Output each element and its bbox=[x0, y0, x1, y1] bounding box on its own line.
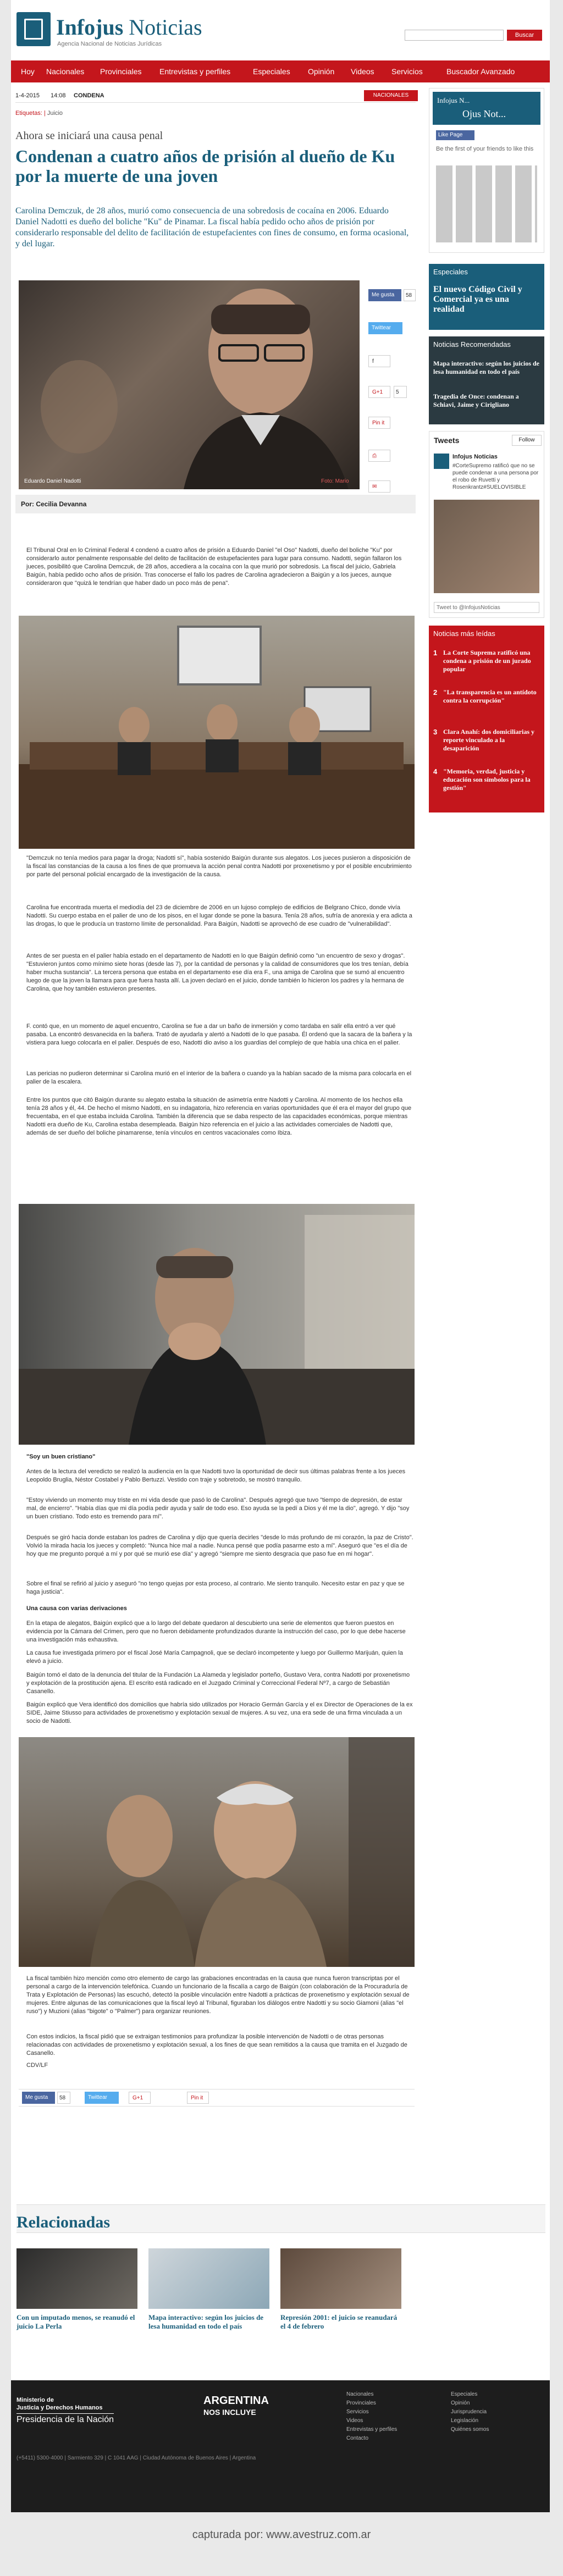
footer-link[interactable]: Videos bbox=[346, 2418, 363, 2424]
print-icon[interactable]: ⎙ bbox=[368, 450, 390, 462]
bottom-twitter-button[interactable]: Twittear bbox=[85, 2092, 119, 2104]
article-date: 1-4-2015 bbox=[15, 92, 40, 99]
rank-1: 1 bbox=[433, 649, 438, 657]
bottom-share-bar bbox=[19, 2089, 415, 2107]
main-photo bbox=[19, 280, 360, 489]
recomendada-item[interactable]: Mapa interactivo: según los juicios de lesa humanidad en todo el país bbox=[433, 360, 539, 375]
subtitle-buen-cristiano: "Soy un buen cristiano" bbox=[26, 1453, 96, 1460]
related-article[interactable] bbox=[148, 2248, 269, 2331]
footer-link[interactable]: Nacionales bbox=[346, 2391, 374, 2397]
twitter-follow-button[interactable]: Follow bbox=[512, 435, 542, 446]
pinterest-button[interactable]: Pin it bbox=[368, 417, 390, 429]
email-icon[interactable]: ✉ bbox=[368, 480, 390, 493]
facebook-like-button[interactable]: Me gusta bbox=[368, 289, 401, 301]
main-nav bbox=[11, 60, 550, 82]
parents-photo bbox=[19, 1737, 415, 1967]
tweet-avatar bbox=[434, 454, 449, 469]
fb-brand-b: Ojus Not... bbox=[462, 108, 506, 119]
especial-item[interactable]: El nuevo Código Civil y Comercial ya es una realidad bbox=[429, 280, 544, 330]
site-header bbox=[11, 0, 550, 57]
page bbox=[11, 0, 550, 2507]
paragraph-10: Después se giró hacia donde estaban los padres de Carolina y dijo que quería decirles "desde lo más profundo de mi corazón, la paz de Cristo". Volvió la mirada hacia los jueces y completó: "Nunca hice mal a nadie. Nunca pensé que podía pasarme esto a mí". Aseguró que "es el día de hoy que me pregunto porqué a mí y por qué se murió ese día" y agregó "siempre me siento desgracia que paso fue en mi hogar". bbox=[26, 1534, 413, 1557]
bottom-facebook-count: 58 bbox=[57, 2092, 70, 2104]
section-tag[interactable]: NACIONALES bbox=[364, 90, 418, 101]
related-image bbox=[280, 2248, 401, 2309]
defendant-photo bbox=[19, 1204, 415, 1445]
facebook-count: 58 bbox=[404, 289, 416, 301]
site-tagline: Agencia Nacional de Noticias Jurídicas bbox=[57, 41, 162, 47]
gplus-button[interactable]: G+1 bbox=[368, 386, 390, 398]
article-signature: CDV/LF bbox=[26, 2062, 48, 2069]
fb-brand-a: Infojus N... bbox=[437, 96, 470, 104]
relacionadas-title: Relacionadas bbox=[16, 2213, 111, 2231]
capture-credit: capturada por: www.avestruz.com.ar bbox=[192, 2529, 371, 2541]
rank-2: 2 bbox=[433, 688, 438, 696]
footer-ministry-a: Ministerio de bbox=[16, 2397, 54, 2403]
tweet-user[interactable]: Infojus Noticias bbox=[452, 454, 498, 460]
footer-address: (+5411) 5300-4000 | Sarmiento 329 | C 1041 AAG | Ciudad Autónoma de Buenos Aires | Argentina bbox=[16, 2455, 256, 2461]
recomendadas-header: Noticias Recomendadas bbox=[429, 336, 544, 353]
etiquetas: Etiquetas: | Juicio bbox=[15, 110, 63, 117]
tweet-image bbox=[434, 500, 539, 593]
paragraph-4: Antes de ser puesta en el palier había estado en el departamento de Nadotti en lo que Baigún definió como "un encuentro de sexo y drogas". "Estuvieron juntos como mínimo siete horas (desde las 7), por la cantidad de personas y la calidad de consumidores que los tres tenían, debía haber mucha sustancia". La tercera persona que estaba en el departamento ese día era F., una amiga de Carolina que se sumó al encuentro luego de que la joven la llamara para que fuera hasta allí. La joven declaró en el juicio, donde también lo hicieron los padres y la hermana de Carolina, que hoy también estuvieron presentes. bbox=[26, 953, 409, 992]
footer-link[interactable]: Servicios bbox=[346, 2409, 369, 2415]
paragraph-5: F. contó que, en un momento de aquel encuentro, Carolina se fue a dar un baño de inmersión y como tardaba en salir ella entró a ver qué pasaba. La encontró desvanecida en la bañera. Trató de ayudarla y alertó a Nadotti de lo que pasaba. Él ordenó que la sacara de la bañera y la vistiera para luego colocarla en el palier. Después de eso, Nadotti dio aviso a los guardias del complejo de que había una chica en el palier. bbox=[26, 1023, 412, 1046]
paragraph-6: Las pericias no pudieron determinar si Carolina murió en el interior de la bañera o cuando ya la habían sacado de la misma para colocarla en el palier de la escalera. bbox=[26, 1070, 412, 1085]
defendant-praying-image bbox=[19, 1204, 415, 1445]
rank-3: 3 bbox=[433, 728, 438, 736]
twitter-widget bbox=[429, 431, 544, 618]
leida-item[interactable]: "La transparencia es un antídoto contra la corrupción" bbox=[443, 688, 537, 704]
nav-nacionales[interactable]: Nacionales bbox=[46, 67, 85, 76]
paragraph-14: Baigún tomó el dato de la denuncia del titular de la Fundación La Alameda y legislador porteño, Gustavo Vera, contra Nadotti por proxenetismo y explotación de la prostitución ajena. El escrito está radicado en el Juzgado Criminal y Correccional Federal Nº7, a cargo de Sebastián Casanello. bbox=[26, 1672, 410, 1695]
fb-like-page-button[interactable]: Like Page bbox=[436, 130, 474, 140]
nav-opinion[interactable]: Opinión bbox=[308, 67, 335, 76]
related-title[interactable]: Represión 2001: el juicio se reanudará el 4 de febrero bbox=[280, 2313, 398, 2330]
courtroom-image bbox=[19, 616, 415, 849]
footer-link[interactable]: Quiénes somos bbox=[451, 2426, 489, 2433]
courtroom-photo bbox=[19, 616, 415, 849]
paragraph-13: La causa fue investigada primero por el fiscal José María Campagnoli, que se declaró incompetente y luego por Guillermo Marijuán, quien la elevó a juicio. bbox=[26, 1650, 403, 1665]
tweet-to-link[interactable]: Tweet to @InfojusNoticias bbox=[434, 602, 539, 613]
nav-especiales[interactable]: Especiales bbox=[253, 67, 290, 76]
fb-friends-avatars bbox=[436, 165, 537, 242]
paragraph-7: Entre los puntos que citó Baigún durante su alegato estaba la situación de asimetría entre Nadotti y Carolina. Al momento de los hechos ella tenía 28 años y él, 44. De hecho el mismo Nadotti, en su indagatoria, hizo referencia en varias oportunidades que él era el mayor del grupo que frecuentaba, en el que estaba incluida Carolina. También la diferencia que se daba respecto de las capacidades económicas, porque mientras Nadotti era dueño de Ku, Carolina estaba desempleada. Baigún hizo referencia en el juicio a las actividades comerciales de Nadotti que, además de ser dueño del boliche pinamarense, tenía vínculos en centros vacacionales como Ibiza. bbox=[26, 1097, 412, 1136]
nav-entrevistas[interactable]: Entrevistas y perfiles bbox=[159, 67, 231, 76]
paragraph-2: "Demczuk no tenía medios para pagar la droga; Nadotti sí", había sostenido Baigún durante sus alegatos. Los jueces pusieron a disposición de la fiscal las constancias de la causa a los fines de que promueva la acción penal contra Nadotti por proxenetismo y por el posible encubrimiento por parte del personal policial encargado de la investigación de la causa. bbox=[26, 855, 412, 878]
rank-4: 4 bbox=[433, 767, 438, 776]
recomendadas-list bbox=[429, 353, 544, 424]
paragraph-1: El Tribunal Oral en lo Criminal Federal 4 condenó a cuatro años de prisión a Eduardo Daniel "el Oso" Nadotti, dueño del boliche "Ku" por considerarlo autor penalmente responsable del delito de facilitación de estupefacientes para lugar para consumo. Nadotti, según fallaron los jueces, posibilitó que Carolina Demczuk, de 28 años, accediera a la cocaína con la que murió por sobredosis. La fiscal del juicio, Gabriela Baigún, había pedido ocho años de prisión. Tras conocerse el fallo los padres de Carolina agradecieron a Baigún y a los jueces, aunque consideraron que "quizá le tendrían que haber dado un poco más de pena". bbox=[26, 547, 402, 587]
paragraph-8: Antes de la lectura del veredicto se realizó la audiencia en la que Nadotti tuvo la oportunidad de decir sus últimas palabras frente a los jueces Leopoldo Bruglia, Néstor Costabel y Pablo Bertuzzi. Vestido con traje y sobretodo, se mostró tranquilo. bbox=[26, 1468, 406, 1483]
related-article[interactable] bbox=[280, 2248, 401, 2331]
footer-slogan-a: ARGENTINA bbox=[203, 2395, 269, 2407]
nav-buscador[interactable]: Buscador Avanzado bbox=[446, 67, 515, 76]
article-title: Condenan a cuatro años de prisión al dueño de Ku por la muerte de una joven bbox=[15, 146, 395, 186]
paragraph-9: "Estoy viviendo un momento muy triste en mi vida desde que pasó lo de Carolina". Después agregó que tuvo "tiempo de depresión, de estar mal, de encierro". "Había días que mi día podía pedir ayuda y salir de todo eso. Eso ayuda se la pedí a Dios y él me la dio", agregó. Y dijo "soy un buen cristiano. Todo esto es tremendo para mí". bbox=[26, 1497, 410, 1520]
facebook-share-icon[interactable]: f bbox=[368, 355, 390, 367]
paragraph-3: Carolina fue encontrada muerta el mediodía del 23 de diciembre de 2006 en un lujoso complejo de edificios de Belgrano Chico, donde vivía Nadotti. Su cuerpo estaba en el palier de uno de los pisos, en el lugar donde se pone la basura. Tenía 28 años, sufría de anorexia y era adicta a las drogas, lo que le producía un trastorno límite de personalidad. Para Baigún, Nadotti se aprovechó de ese cuadro de "vulnerabilidad". bbox=[26, 904, 412, 927]
bottom-pinterest-button[interactable]: Pin it bbox=[187, 2092, 209, 2104]
nav-provinciales[interactable]: Provinciales bbox=[100, 67, 142, 76]
related-article[interactable] bbox=[16, 2248, 137, 2331]
photo-caption: Eduardo Daniel Nadotti bbox=[24, 478, 81, 484]
footer-link[interactable]: Provinciales bbox=[346, 2400, 376, 2406]
bottom-facebook-button[interactable]: Me gusta bbox=[22, 2092, 55, 2104]
leidas-list bbox=[429, 642, 544, 812]
tweets-title: Tweets bbox=[434, 436, 460, 445]
paragraph-11: Sobre el final se refirió al juicio y aseguró "no tengo quejas por esta proceso, al contrario. Me siento tranquilo. Necesito estar en paz y que se haga justicia". bbox=[26, 1580, 405, 1595]
site-footer bbox=[11, 2380, 550, 2512]
paragraph-15: Baigún explicó que Vera identificó dos domicilios que habría sido utilizados por Horacio Germán García y el ex Director de Operaciones de la ex SIDE, Jaime Stiusso para actividades de proxenetismo y explotación sexual de mujeres. A su vez, una era sede de una firma vinculada a un socio de Nadotti. bbox=[26, 1701, 413, 1724]
footer-link[interactable]: Entrevistas y perfiles bbox=[346, 2426, 398, 2433]
man-portrait-image bbox=[19, 280, 360, 489]
site-logo[interactable]: Infojus Noticias bbox=[56, 15, 202, 40]
subtitle-causa: Una causa con varias derivaciones bbox=[26, 1605, 127, 1612]
paragraph-17: Con estos indicios, la fiscal pidió que se extraigan testimonios para profundizar la posible intervención de Nadotti o de otras personas relacionadas con actividades de proxenetismo y explotación sexual, a los fines de que sean remitidos a la causa que tramita en el Juzgado de Casanello. bbox=[26, 2033, 407, 2057]
leida-item[interactable]: Clara Anahí: dos domiciliarias y reporte vinculado a la desaparición bbox=[443, 728, 535, 752]
leida-item[interactable]: La Corte Suprema ratificó una condena a prisión de un jurado popular bbox=[443, 649, 531, 673]
footer-link[interactable]: Especiales bbox=[451, 2391, 478, 2397]
photo-credit: Foto: Mario bbox=[321, 478, 349, 484]
footer-link[interactable]: Contacto bbox=[346, 2435, 369, 2441]
nav-hoy[interactable]: Hoy bbox=[21, 67, 35, 76]
footer-ministry-b: Justicia y Derechos Humanos bbox=[16, 2404, 103, 2411]
related-title[interactable]: Mapa interactivo: según los juicios de lesa humanidad en todo el país bbox=[148, 2313, 264, 2330]
footer-presidency: Presidencia de la Nación bbox=[16, 2413, 114, 2425]
leidas-header: Noticias más leídas bbox=[429, 626, 544, 642]
logo-icon[interactable] bbox=[16, 12, 51, 46]
footer-link[interactable]: Jurisprudencia bbox=[451, 2409, 487, 2415]
article-kicker: Ahora se iniciará una causa penal bbox=[15, 130, 163, 142]
article-time: 14:08 bbox=[51, 92, 66, 99]
related-image bbox=[16, 2248, 137, 2309]
search-button[interactable]: Buscar bbox=[507, 30, 542, 41]
related-map-image bbox=[148, 2248, 269, 2309]
article-meta bbox=[15, 88, 416, 103]
recomendada-item[interactable]: Tragedia de Once: condenan a Schiavi, Jaime y Cirigliano bbox=[433, 393, 519, 408]
paragraph-12: En la etapa de alegatos, Baigún explicó que a lo largo del debate quedaron al descubierto una serie de elementos que fueron puestos en evidencia por la Cámara del Crimen, pero que no fueron debidamente profundizados durante la instrucción del caso, por lo que debe hacerse una investigación más exhaustiva. bbox=[26, 1620, 406, 1643]
parents-image bbox=[19, 1737, 415, 1967]
paragraph-16: La fiscal también hizo mención como otro elemento de cargo las grabaciones encontradas en la causa que nunca fueron transcriptas por el personal a cargo de la intervención telefónica. Cuando un funcionario de la fiscalía a cargo de Baigún (con colaboración de la Procuraduría de Trata y Explotación de Personas) las escuchó, detectó la posible vinculación entre Nadotti a prácticas de proxenetismo y explotación sexual de mujeres. Entre algunas de las comunicaciones que la fiscal leyó al Tribunal, figuraban los diálogos entre Nadotti y su socio Giamoni (alias "el ruso") y Muzioni (alias "bigote" o "Palmer") para organizar reuniones. bbox=[26, 1975, 410, 2015]
fb-widget-text: Be the first of your friends to like this bbox=[436, 146, 534, 152]
gplus-count: 5 bbox=[394, 386, 407, 398]
footer-link[interactable]: Opinión bbox=[451, 2400, 470, 2406]
facebook-widget bbox=[429, 88, 544, 253]
twitter-button[interactable]: Twittear bbox=[368, 322, 402, 334]
tag-juicio[interactable]: Juicio bbox=[47, 110, 63, 117]
article-lead: Carolina Demczuk, de 28 años, murió como consecuencia de una sobredosis de cocaína en 2006. Eduardo Daniel Nadotti es dueño del boliche "Ku" de Pinamar. La fiscal había pedido ocho años de prisión por considerarlo responsable del delito de facilitación de estupefacientes con fines de consumo, en forma ocasional, y del lugar. bbox=[15, 206, 409, 248]
search-input[interactable] bbox=[405, 30, 504, 41]
article-section: CONDENA bbox=[74, 92, 104, 99]
related-title[interactable]: Con un imputado menos, se reanudó el juicio La Perla bbox=[16, 2313, 135, 2330]
leida-item[interactable]: "Memoria, verdad, justicia y educación son símbolos para la gestión" bbox=[443, 767, 531, 792]
footer-link[interactable]: Legislación bbox=[451, 2418, 479, 2424]
bottom-gplus-button[interactable]: G+1 bbox=[129, 2092, 151, 2104]
article-author: Por: Cecilia Devanna bbox=[15, 495, 416, 513]
especiales-header: Especiales bbox=[429, 264, 544, 280]
tweet-text: #CorteSupremo ratificó que no se puede condenar a una persona por el robo de Ruvetti y Rosenkrantz#SUELOVISIBLE bbox=[452, 463, 539, 490]
nav-servicios[interactable]: Servicios bbox=[391, 67, 423, 76]
footer-slogan-b: NOS INCLUYE bbox=[203, 2408, 256, 2417]
nav-videos[interactable]: Videos bbox=[351, 67, 374, 76]
